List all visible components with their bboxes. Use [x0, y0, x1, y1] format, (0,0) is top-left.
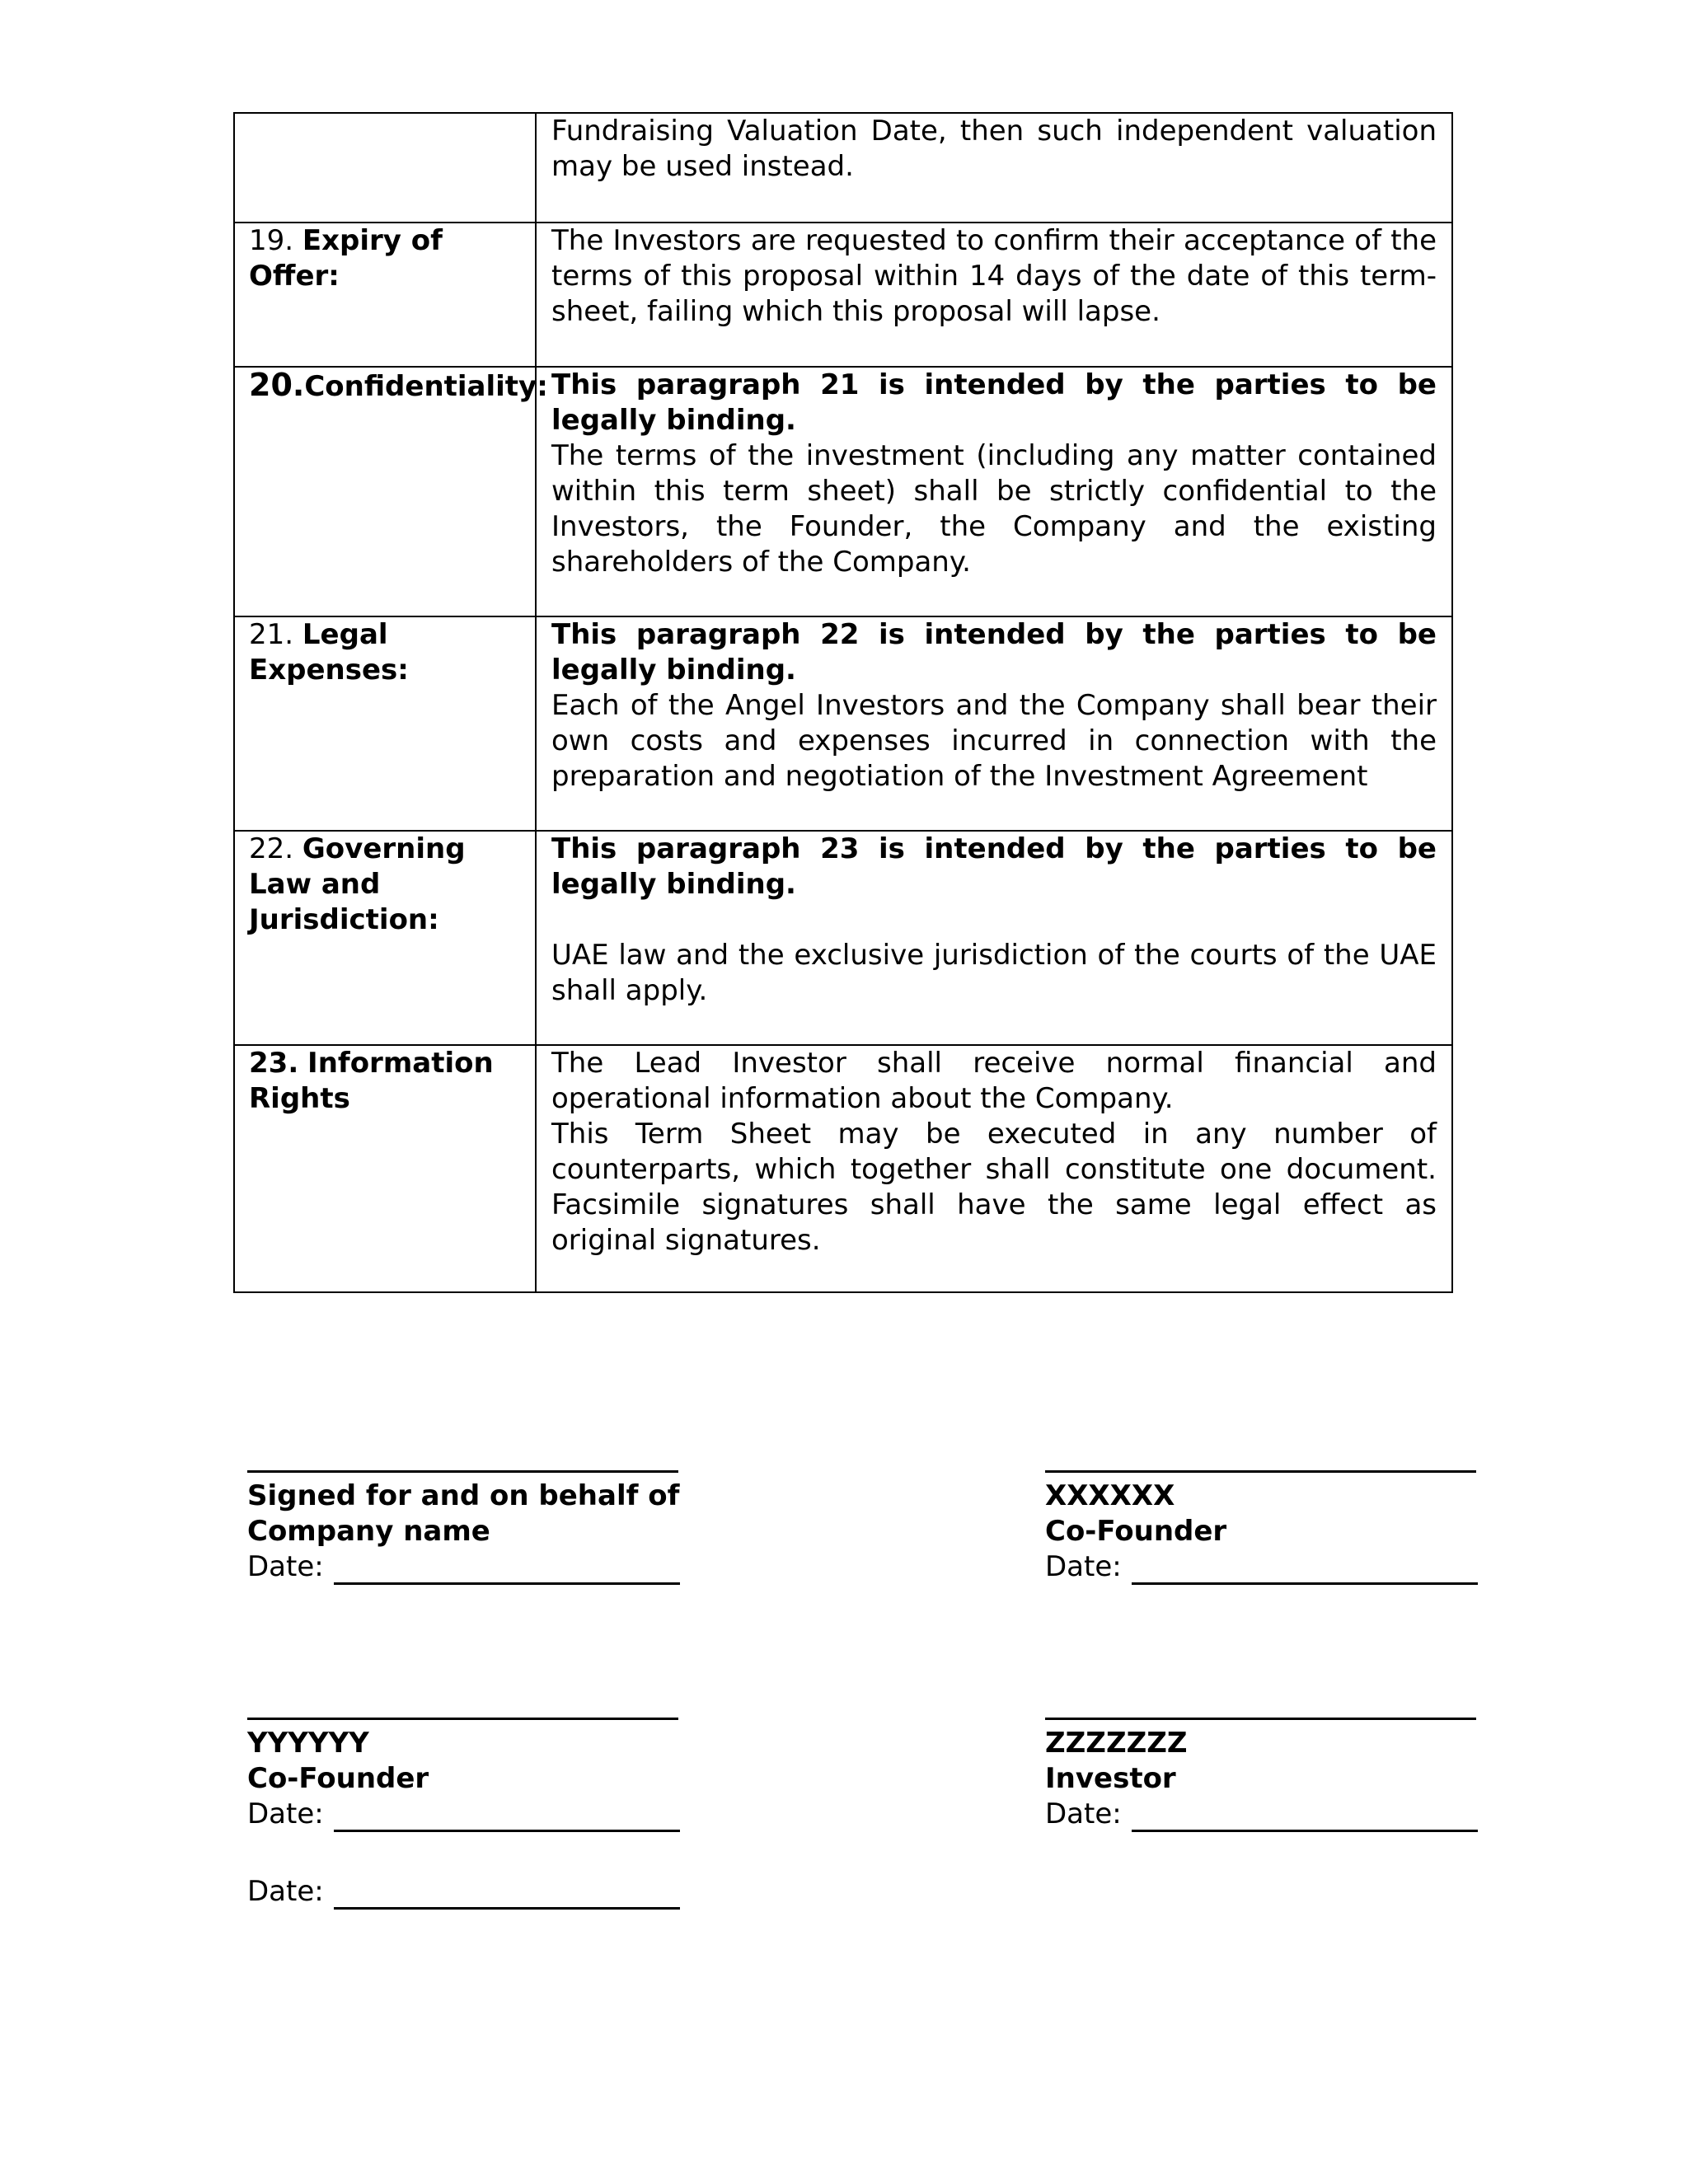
extra-date-block [247, 1874, 680, 1910]
signatory-line2: Co-Founder [247, 1762, 429, 1795]
row-paragraph: UAE law and the exclusive jurisdiction of the courts of the UAE shall apply. [551, 939, 1437, 1007]
row-number: 23. [249, 1047, 299, 1080]
binding-notice: This paragraph 22 is intended by the parties to be legally binding. [551, 618, 1437, 687]
date-label: Date: [1045, 1797, 1122, 1830]
table-row [234, 1045, 1452, 1292]
row-label-cell [234, 367, 548, 616]
row-paragraph: This Term Sheet may be executed in any number of counterparts, which together shall constitute one document. Facsimile signatures shall have the same legal effect as original signatures. [551, 1118, 1437, 1257]
date-row [1045, 1797, 1478, 1832]
date-field[interactable] [334, 1554, 680, 1585]
date-label: Date: [1045, 1550, 1122, 1583]
date-field[interactable] [334, 1879, 680, 1910]
date-row [247, 1797, 680, 1832]
row-number: 21. [249, 618, 294, 651]
row-label: Expiry of Offer: [249, 224, 443, 293]
row-number: 20. [249, 367, 305, 403]
signature-block-investor-z [1045, 1718, 1478, 1832]
signature-line[interactable] [1045, 1718, 1476, 1720]
table-row [234, 367, 1452, 616]
date-label: Date: [247, 1875, 324, 1908]
signatory-line1: ZZZZZZZ [1045, 1727, 1188, 1760]
row-paragraph: The terms of the investment (including any matter contained within this term sheet) shall be strictly confidential to the Investors, the Founder, the Company and the existing shareholders of the Company. [551, 439, 1437, 579]
signature-line[interactable] [247, 1718, 678, 1720]
row-label: Confidentiality: [304, 370, 548, 403]
date-row [247, 1874, 680, 1910]
row-content-cell [536, 1045, 1452, 1292]
table-row [234, 831, 1452, 1045]
signatory-line1: YYYYYY [247, 1727, 369, 1760]
signature-block-cofounder-x [1045, 1470, 1478, 1585]
signatory-line1: XXXXXX [1045, 1479, 1175, 1512]
table-row [234, 113, 1452, 223]
signature-line[interactable] [1045, 1470, 1476, 1473]
row-content-cell [536, 831, 1452, 1045]
row-number: 22. [249, 832, 294, 865]
signatory-line2: Company name [247, 1515, 490, 1548]
row-paragraph: The Investors are requested to confirm their acceptance of the terms of this proposal within 14 days of the date of this term-sheet, failing which this proposal will lapse. [551, 224, 1437, 328]
signatory-line2: Investor [1045, 1762, 1176, 1795]
date-field[interactable] [1132, 1802, 1478, 1832]
date-row [1045, 1549, 1478, 1585]
row-label-cell [234, 223, 536, 367]
signatory-line2: Co-Founder [1045, 1515, 1227, 1548]
row-paragraph: Each of the Angel Investors and the Company shall bear their own costs and expenses incurred in connection with the preparation and negotiation of the Investment Agreement [551, 689, 1437, 793]
table-row [234, 616, 1452, 831]
row-label: Legal Expenses: [249, 618, 409, 687]
row-content-cell [536, 223, 1452, 367]
table-row [234, 223, 1452, 367]
signature-block-cofounder-y [247, 1718, 680, 1832]
date-field[interactable] [334, 1802, 680, 1832]
terms-table [233, 112, 1453, 1293]
row-content-cell [536, 113, 1452, 223]
row-number: 19. [249, 224, 294, 257]
row-label-cell [234, 1045, 536, 1292]
signature-block-company [247, 1470, 680, 1585]
date-row [247, 1549, 680, 1585]
row-label: Information Rights [249, 1047, 494, 1115]
date-label: Date: [247, 1797, 324, 1830]
binding-notice: This paragraph 21 is intended by the parties to be legally binding. [551, 368, 1437, 437]
row-content-cell [536, 616, 1452, 831]
row-label-cell [234, 113, 536, 223]
date-label: Date: [247, 1550, 324, 1583]
signatory-line1: Signed for and on behalf of [247, 1479, 680, 1512]
row-content-cell [536, 367, 1452, 616]
row-label-cell [234, 831, 536, 1045]
signature-line[interactable] [247, 1470, 678, 1473]
row-label-cell [234, 616, 536, 831]
row-paragraph: The Lead Investor shall receive normal financial and operational information about the Company. [551, 1047, 1437, 1115]
date-field[interactable] [1132, 1554, 1478, 1585]
binding-notice: This paragraph 23 is intended by the parties to be legally binding. [551, 832, 1437, 901]
row-label: Governing Law and Jurisdiction: [249, 832, 466, 936]
row-paragraph: Fundraising Valuation Date, then such independent valuation may be used instead. [551, 115, 1437, 183]
